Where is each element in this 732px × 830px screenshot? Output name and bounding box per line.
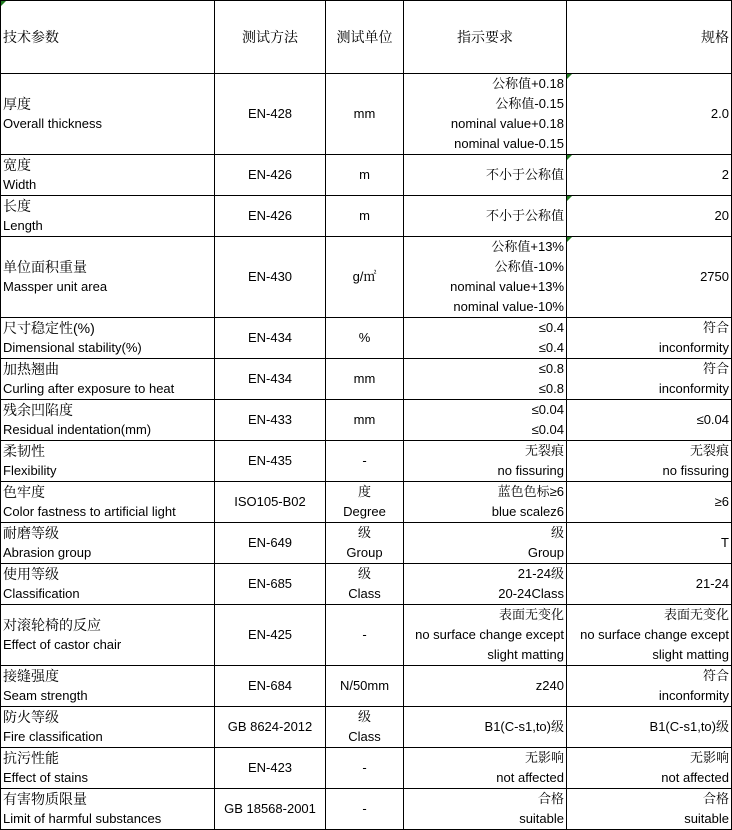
specification-line: 2750 (700, 269, 729, 284)
parameter-cell (1, 237, 215, 318)
test-unit-cell (326, 789, 404, 830)
header-test-method: 测试方法 (215, 1, 326, 74)
table-row (1, 523, 732, 564)
table-row (1, 237, 732, 318)
parameter-name-zh: 加热翘曲 (3, 361, 59, 377)
requirement-line: 表面无变化 (498, 607, 564, 622)
specification-line: inconformity (658, 340, 729, 355)
test-method-cell: GB 8624-2012 (215, 707, 326, 748)
requirement-line: 公称值+13% (491, 239, 564, 254)
requirement-line: Group (527, 545, 564, 560)
parameter-cell (1, 318, 215, 359)
specification-cell (567, 605, 732, 666)
specification-line: ≤0.04 (696, 412, 729, 427)
requirement-line: 20-24Class (498, 586, 564, 601)
specification-cell (567, 564, 732, 605)
parameter-cell (1, 666, 215, 707)
comment-marker-icon (567, 196, 572, 201)
table-row (1, 605, 732, 666)
parameter-name-zh: 色牢度 (3, 484, 45, 500)
parameter-cell (1, 605, 215, 666)
parameter-cell (1, 74, 215, 155)
requirement-line: no fissuring (497, 463, 564, 478)
parameter-name-en: Effect of stains (3, 770, 89, 785)
test-unit-cell (326, 605, 404, 666)
comment-marker-icon (567, 237, 572, 242)
requirement-cell (404, 359, 567, 400)
specification-line: 20 (714, 208, 729, 223)
requirement-line: B1(C-s1,to)级 (484, 719, 564, 734)
parameter-name-en: Curling after exposure to heat (3, 381, 175, 396)
parameter-cell (1, 196, 215, 237)
requirement-line: slight matting (487, 647, 564, 662)
test-method-cell: EN-435 (215, 441, 326, 482)
unit-line: Class (348, 586, 381, 601)
unit-line: - (362, 801, 367, 816)
parameter-name-en: Flexibility (3, 463, 57, 478)
test-unit-cell (326, 74, 404, 155)
test-method-cell: GB 18568-2001 (215, 789, 326, 830)
requirement-cell (404, 789, 567, 830)
requirement-cell (404, 482, 567, 523)
parameter-name-en: Effect of castor chair (3, 637, 122, 652)
parameter-name-zh: 接缝强度 (3, 668, 59, 684)
parameter-name-zh: 有害物质限量 (3, 791, 87, 807)
specification-line: ≥6 (714, 494, 729, 509)
parameter-name-zh: 尺寸稳定性(%) (3, 320, 95, 336)
requirement-cell (404, 523, 567, 564)
table-row (1, 441, 732, 482)
table-row (1, 789, 732, 830)
unit-line: m (359, 167, 370, 182)
requirement-line: 蓝色色标≥6 (497, 484, 564, 499)
specification-line: 21-24 (695, 576, 729, 591)
specification-cell (567, 155, 732, 196)
test-unit-cell (326, 318, 404, 359)
requirement-line: ≤0.04 (531, 422, 564, 437)
specification-cell (567, 748, 732, 789)
test-method-cell: EN-423 (215, 748, 326, 789)
parameter-name-en: Color fastness to artificial light (3, 504, 176, 519)
requirement-cell (404, 155, 567, 196)
parameter-name-zh: 柔韧性 (3, 443, 45, 459)
requirement-cell (404, 605, 567, 666)
specification-cell (567, 400, 732, 441)
table-row (1, 196, 732, 237)
parameter-name-en: Residual indentation(mm) (3, 422, 152, 437)
parameter-name-zh: 抗污性能 (3, 750, 59, 766)
test-unit-cell (326, 482, 404, 523)
unit-line: 度 (357, 484, 371, 499)
unit-line: Group (346, 545, 383, 560)
header-requirement: 指示要求 (404, 1, 567, 74)
requirement-line: ≤0.4 (538, 340, 564, 355)
specification-cell (567, 789, 732, 830)
table-row (1, 74, 732, 155)
requirement-line: no surface change except (415, 627, 564, 642)
specification-cell (567, 74, 732, 155)
parameter-name-zh: 防火等级 (3, 709, 59, 725)
requirement-cell (404, 707, 567, 748)
requirement-line: 公称值-10% (494, 259, 564, 274)
requirement-line: suitable (519, 811, 564, 826)
parameter-name-zh: 长度 (3, 198, 31, 214)
test-method-cell: EN-684 (215, 666, 326, 707)
test-unit-cell (326, 564, 404, 605)
unit-line: m (359, 208, 370, 223)
parameter-name-zh: 宽度 (3, 157, 31, 173)
parameter-name-en: Classification (3, 586, 80, 601)
parameter-cell (1, 441, 215, 482)
test-method-cell: EN-426 (215, 155, 326, 196)
table-row (1, 359, 732, 400)
specification-line: no fissuring (662, 463, 729, 478)
parameter-name-en: Abrasion group (3, 545, 92, 560)
parameter-name-en: Length (3, 218, 43, 233)
parameter-name-zh: 残余凹陷度 (3, 402, 73, 418)
specification-line: 合格 (702, 791, 729, 806)
test-method-cell: EN-434 (215, 318, 326, 359)
unit-line: - (362, 627, 367, 642)
requirement-line: ≤0.8 (538, 361, 564, 376)
specification-cell (567, 523, 732, 564)
test-unit-cell (326, 237, 404, 318)
parameter-cell (1, 523, 215, 564)
parameter-name-zh: 单位面积重量 (3, 259, 87, 275)
parameter-cell (1, 707, 215, 748)
parameter-name-en: Seam strength (3, 688, 88, 703)
requirement-line: nominal value+13% (450, 279, 564, 294)
unit-line: 级 (357, 525, 371, 540)
specification-line: 符合 (702, 668, 729, 683)
unit-line: N/50mm (339, 678, 390, 693)
requirement-line: 级 (550, 525, 564, 540)
table-row (1, 482, 732, 523)
specification-line: T (721, 535, 729, 550)
specification-line: 符合 (702, 361, 729, 376)
requirement-line: 公称值-0.15 (495, 96, 564, 111)
header-row (1, 1, 732, 74)
specification-line: 无影响 (689, 750, 729, 765)
requirement-cell (404, 666, 567, 707)
header-specification: 规格 (567, 1, 732, 74)
unit-line: Degree (343, 504, 386, 519)
specification-cell (567, 318, 732, 359)
unit-line: Class (348, 729, 381, 744)
requirement-line: 21-24级 (517, 566, 564, 581)
unit-line: g/㎡ (352, 269, 377, 284)
test-method-cell: EN-434 (215, 359, 326, 400)
requirement-line: 公称值+0.18 (492, 76, 564, 91)
test-unit-cell (326, 155, 404, 196)
comment-marker-icon (567, 74, 572, 79)
unit-line: - (362, 760, 367, 775)
specification-line: suitable (684, 811, 729, 826)
test-method-cell: EN-430 (215, 237, 326, 318)
specification-cell (567, 237, 732, 318)
parameter-name-en: Width (3, 177, 37, 192)
requirement-cell (404, 441, 567, 482)
comment-marker-icon (1, 1, 6, 6)
parameter-cell (1, 789, 215, 830)
specification-cell (567, 666, 732, 707)
specification-line: inconformity (658, 688, 729, 703)
parameter-name-en: Overall thickness (3, 116, 102, 131)
requirement-line: ≤0.4 (538, 320, 564, 335)
requirement-line: ≤0.8 (538, 381, 564, 396)
requirement-line: nominal value-0.15 (454, 136, 564, 151)
table-row (1, 666, 732, 707)
requirement-cell (404, 237, 567, 318)
unit-line: 级 (357, 709, 371, 724)
requirement-cell (404, 564, 567, 605)
requirement-line: nominal value-10% (453, 299, 564, 314)
specification-line: slight matting (652, 647, 729, 662)
test-method-cell: EN-433 (215, 400, 326, 441)
table-row (1, 748, 732, 789)
specification-cell (567, 482, 732, 523)
requirement-line: z240 (535, 678, 564, 693)
specification-cell (567, 359, 732, 400)
requirement-line: 合格 (537, 791, 564, 806)
parameter-name-zh: 耐磨等级 (3, 525, 59, 541)
requirement-cell (404, 74, 567, 155)
test-method-cell: ISO105-B02 (215, 482, 326, 523)
specification-cell (567, 707, 732, 748)
test-unit-cell (326, 359, 404, 400)
parameter-cell (1, 400, 215, 441)
requirement-cell (404, 400, 567, 441)
specification-line: not affected (661, 770, 729, 785)
parameter-name-zh: 使用等级 (3, 566, 59, 582)
test-unit-cell (326, 523, 404, 564)
table-row (1, 318, 732, 359)
specification-cell (567, 196, 732, 237)
parameter-cell (1, 155, 215, 196)
unit-line: mm (353, 106, 376, 121)
requirement-line: ≤0.04 (531, 402, 564, 417)
parameter-cell (1, 748, 215, 789)
unit-line: mm (353, 412, 376, 427)
requirement-line: blue scalez6 (491, 504, 564, 519)
requirement-line: 不小于公称值 (485, 208, 564, 223)
specification-line: 无裂痕 (689, 443, 729, 458)
parameter-name-en: Fire classification (3, 729, 103, 744)
unit-line: 级 (357, 566, 371, 581)
comment-marker-icon (567, 155, 572, 160)
unit-line: mm (353, 371, 376, 386)
test-method-cell: EN-649 (215, 523, 326, 564)
requirement-line: 无裂痕 (524, 443, 564, 458)
table-row (1, 400, 732, 441)
test-unit-cell (326, 666, 404, 707)
test-method-cell: EN-428 (215, 74, 326, 155)
specification-line: 2 (721, 167, 729, 182)
parameter-cell (1, 482, 215, 523)
parameter-name-en: Dimensional stability(%) (3, 340, 142, 355)
test-method-cell: EN-685 (215, 564, 326, 605)
test-unit-cell (326, 707, 404, 748)
parameter-name-en: Limit of harmful substances (3, 811, 162, 826)
parameter-name-zh: 厚度 (3, 96, 31, 112)
requirement-line: 无影响 (524, 750, 564, 765)
requirement-line: not affected (496, 770, 564, 785)
header-parameter: 技术参数 (1, 1, 215, 74)
parameter-cell (1, 564, 215, 605)
requirement-cell (404, 318, 567, 359)
requirement-cell (404, 196, 567, 237)
table-row (1, 155, 732, 196)
test-unit-cell (326, 196, 404, 237)
requirement-cell (404, 748, 567, 789)
test-method-cell: EN-426 (215, 196, 326, 237)
test-unit-cell (326, 748, 404, 789)
parameter-name-zh: 对滚轮椅的反应 (3, 617, 101, 633)
specification-cell (567, 441, 732, 482)
table-row (1, 564, 732, 605)
specification-line: 表面无变化 (663, 607, 729, 622)
test-unit-cell (326, 441, 404, 482)
table-row (1, 707, 732, 748)
specification-line: no surface change except (580, 627, 729, 642)
unit-line: - (362, 453, 367, 468)
specification-line: 符合 (702, 320, 729, 335)
specification-line: inconformity (658, 381, 729, 396)
parameter-name-en: Massper unit area (3, 279, 108, 294)
specification-line: B1(C-s1,to)级 (649, 719, 729, 734)
test-method-cell: EN-425 (215, 605, 326, 666)
specification-line: 2.0 (710, 106, 729, 121)
header-test-unit: 测试单位 (326, 1, 404, 74)
requirement-line: 不小于公称值 (485, 167, 564, 182)
parameter-cell (1, 359, 215, 400)
requirement-line: nominal value+0.18 (450, 116, 564, 131)
test-unit-cell (326, 400, 404, 441)
unit-line: % (358, 330, 371, 345)
